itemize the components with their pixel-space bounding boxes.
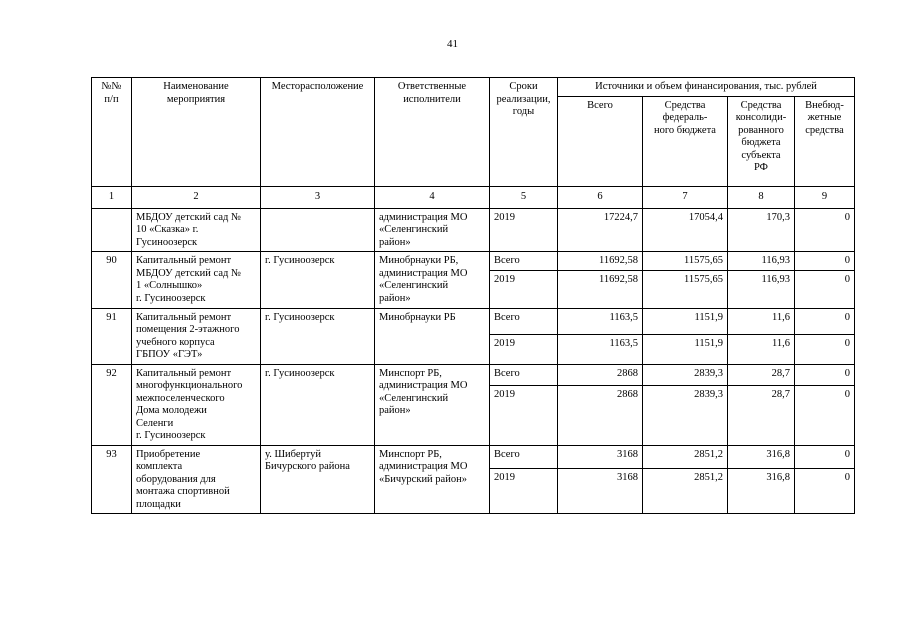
cell-regional: 316,8 — [728, 469, 795, 514]
cell-executors: администрация МО «Селенгинский район» — [375, 208, 490, 252]
cell-period: 2019 — [490, 270, 558, 308]
cell-period: Всего — [490, 364, 558, 385]
page-number: 41 — [447, 38, 458, 50]
cell-name: Капитальный ремонт многофункционального межпоселенческого Дома молодежи Селенги г. Гусиноозерск — [132, 364, 261, 445]
cell-regional: 11,6 — [728, 308, 795, 334]
cell-number: 92 — [92, 364, 132, 445]
cell-name: МБДОУ детский сад № 10 «Сказка» г. Гусиноозерск — [132, 208, 261, 252]
cell-location: г. Гусиноозерск — [261, 252, 375, 309]
header-executors: Ответственные исполнители — [375, 78, 490, 187]
cell-total: 2868 — [558, 364, 643, 385]
cell-total: 1163,5 — [558, 334, 643, 364]
header-period: Сроки реализации, годы — [490, 78, 558, 187]
cell-executors: Минспорт РБ, администрация МО «Селенгинский район» — [375, 364, 490, 445]
cell-period: 2019 — [490, 334, 558, 364]
cell-extrabudget: 0 — [795, 385, 855, 445]
cell-extrabudget: 0 — [795, 308, 855, 334]
cell-location: у. Шибертуй Бичурского района — [261, 445, 375, 514]
cell-federal: 2839,3 — [643, 364, 728, 385]
cell-regional: 116,93 — [728, 270, 795, 308]
cell-name: Приобретение комплекта оборудования для монтажа спортивной площадки — [132, 445, 261, 514]
cell-number: 90 — [92, 252, 132, 309]
cell-total: 2868 — [558, 385, 643, 445]
header-federal: Средства федераль- ного бюджета — [643, 96, 728, 186]
cell-extrabudget: 0 — [795, 334, 855, 364]
cell-period: Всего — [490, 308, 558, 334]
column-number: 8 — [728, 186, 795, 208]
column-number: 4 — [375, 186, 490, 208]
cell-total: 11692,58 — [558, 252, 643, 271]
financing-table — [91, 77, 855, 514]
header-name: Наименование мероприятия — [132, 78, 261, 187]
table-row — [92, 308, 855, 334]
cell-total: 17224,7 — [558, 208, 643, 252]
table-row-continuation — [92, 208, 855, 252]
column-number: 2 — [132, 186, 261, 208]
cell-regional: 28,7 — [728, 385, 795, 445]
table-row — [92, 252, 855, 271]
cell-period: Всего — [490, 445, 558, 469]
cell-extrabudget: 0 — [795, 252, 855, 271]
column-number: 3 — [261, 186, 375, 208]
header-extrabudget: Внебюд- жетные средства — [795, 96, 855, 186]
cell-regional: 316,8 — [728, 445, 795, 469]
cell-executors: Минспорт РБ, администрация МО «Бичурский район» — [375, 445, 490, 514]
header-number: №№ п/п — [92, 78, 132, 187]
column-number: 9 — [795, 186, 855, 208]
cell-federal: 2851,2 — [643, 469, 728, 514]
header-funding-group: Источники и объем финансирования, тыс. рублей — [558, 78, 855, 97]
cell-regional: 11,6 — [728, 334, 795, 364]
column-number-row — [92, 186, 855, 208]
column-number: 1 — [92, 186, 132, 208]
cell-federal: 17054,4 — [643, 208, 728, 252]
cell-period: 2019 — [490, 469, 558, 514]
header-location: Месторасположение — [261, 78, 375, 187]
cell-federal: 11575,65 — [643, 270, 728, 308]
cell-regional: 170,3 — [728, 208, 795, 252]
cell-name: Капитальный ремонт помещения 2-этажного учебного корпуса ГБПОУ «ГЭТ» — [132, 308, 261, 364]
cell-federal: 2851,2 — [643, 445, 728, 469]
cell-location — [261, 208, 375, 252]
column-number: 5 — [490, 186, 558, 208]
header-total: Всего — [558, 96, 643, 186]
cell-location: г. Гусиноозерск — [261, 364, 375, 445]
cell-period: 2019 — [490, 208, 558, 252]
cell-extrabudget: 0 — [795, 208, 855, 252]
cell-federal: 11575,65 — [643, 252, 728, 271]
cell-period: 2019 — [490, 385, 558, 445]
cell-extrabudget: 0 — [795, 364, 855, 385]
cell-name: Капитальный ремонт МБДОУ детский сад № 1 «Солнышко» г. Гусиноозерск — [132, 252, 261, 309]
cell-federal: 2839,3 — [643, 385, 728, 445]
column-number: 7 — [643, 186, 728, 208]
cell-number: 93 — [92, 445, 132, 514]
cell-federal: 1151,9 — [643, 308, 728, 334]
cell-regional: 116,93 — [728, 252, 795, 271]
table-row — [92, 364, 855, 385]
cell-period: Всего — [490, 252, 558, 271]
cell-federal: 1151,9 — [643, 334, 728, 364]
cell-total: 1163,5 — [558, 308, 643, 334]
cell-extrabudget: 0 — [795, 469, 855, 514]
cell-regional: 28,7 — [728, 364, 795, 385]
table-row — [92, 445, 855, 469]
cell-total: 11692,58 — [558, 270, 643, 308]
column-number: 6 — [558, 186, 643, 208]
cell-total: 3168 — [558, 445, 643, 469]
header-regional: Средства консолиди- рованного бюджета субъекта РФ — [728, 96, 795, 186]
cell-number: 91 — [92, 308, 132, 364]
cell-executors: Минобрнауки РБ, администрация МО «Селенгинский район» — [375, 252, 490, 309]
cell-number — [92, 208, 132, 252]
cell-executors: Минобрнауки РБ — [375, 308, 490, 364]
header-row — [92, 78, 855, 97]
cell-location: г. Гусиноозерск — [261, 308, 375, 364]
cell-total: 3168 — [558, 469, 643, 514]
cell-extrabudget: 0 — [795, 270, 855, 308]
cell-extrabudget: 0 — [795, 445, 855, 469]
